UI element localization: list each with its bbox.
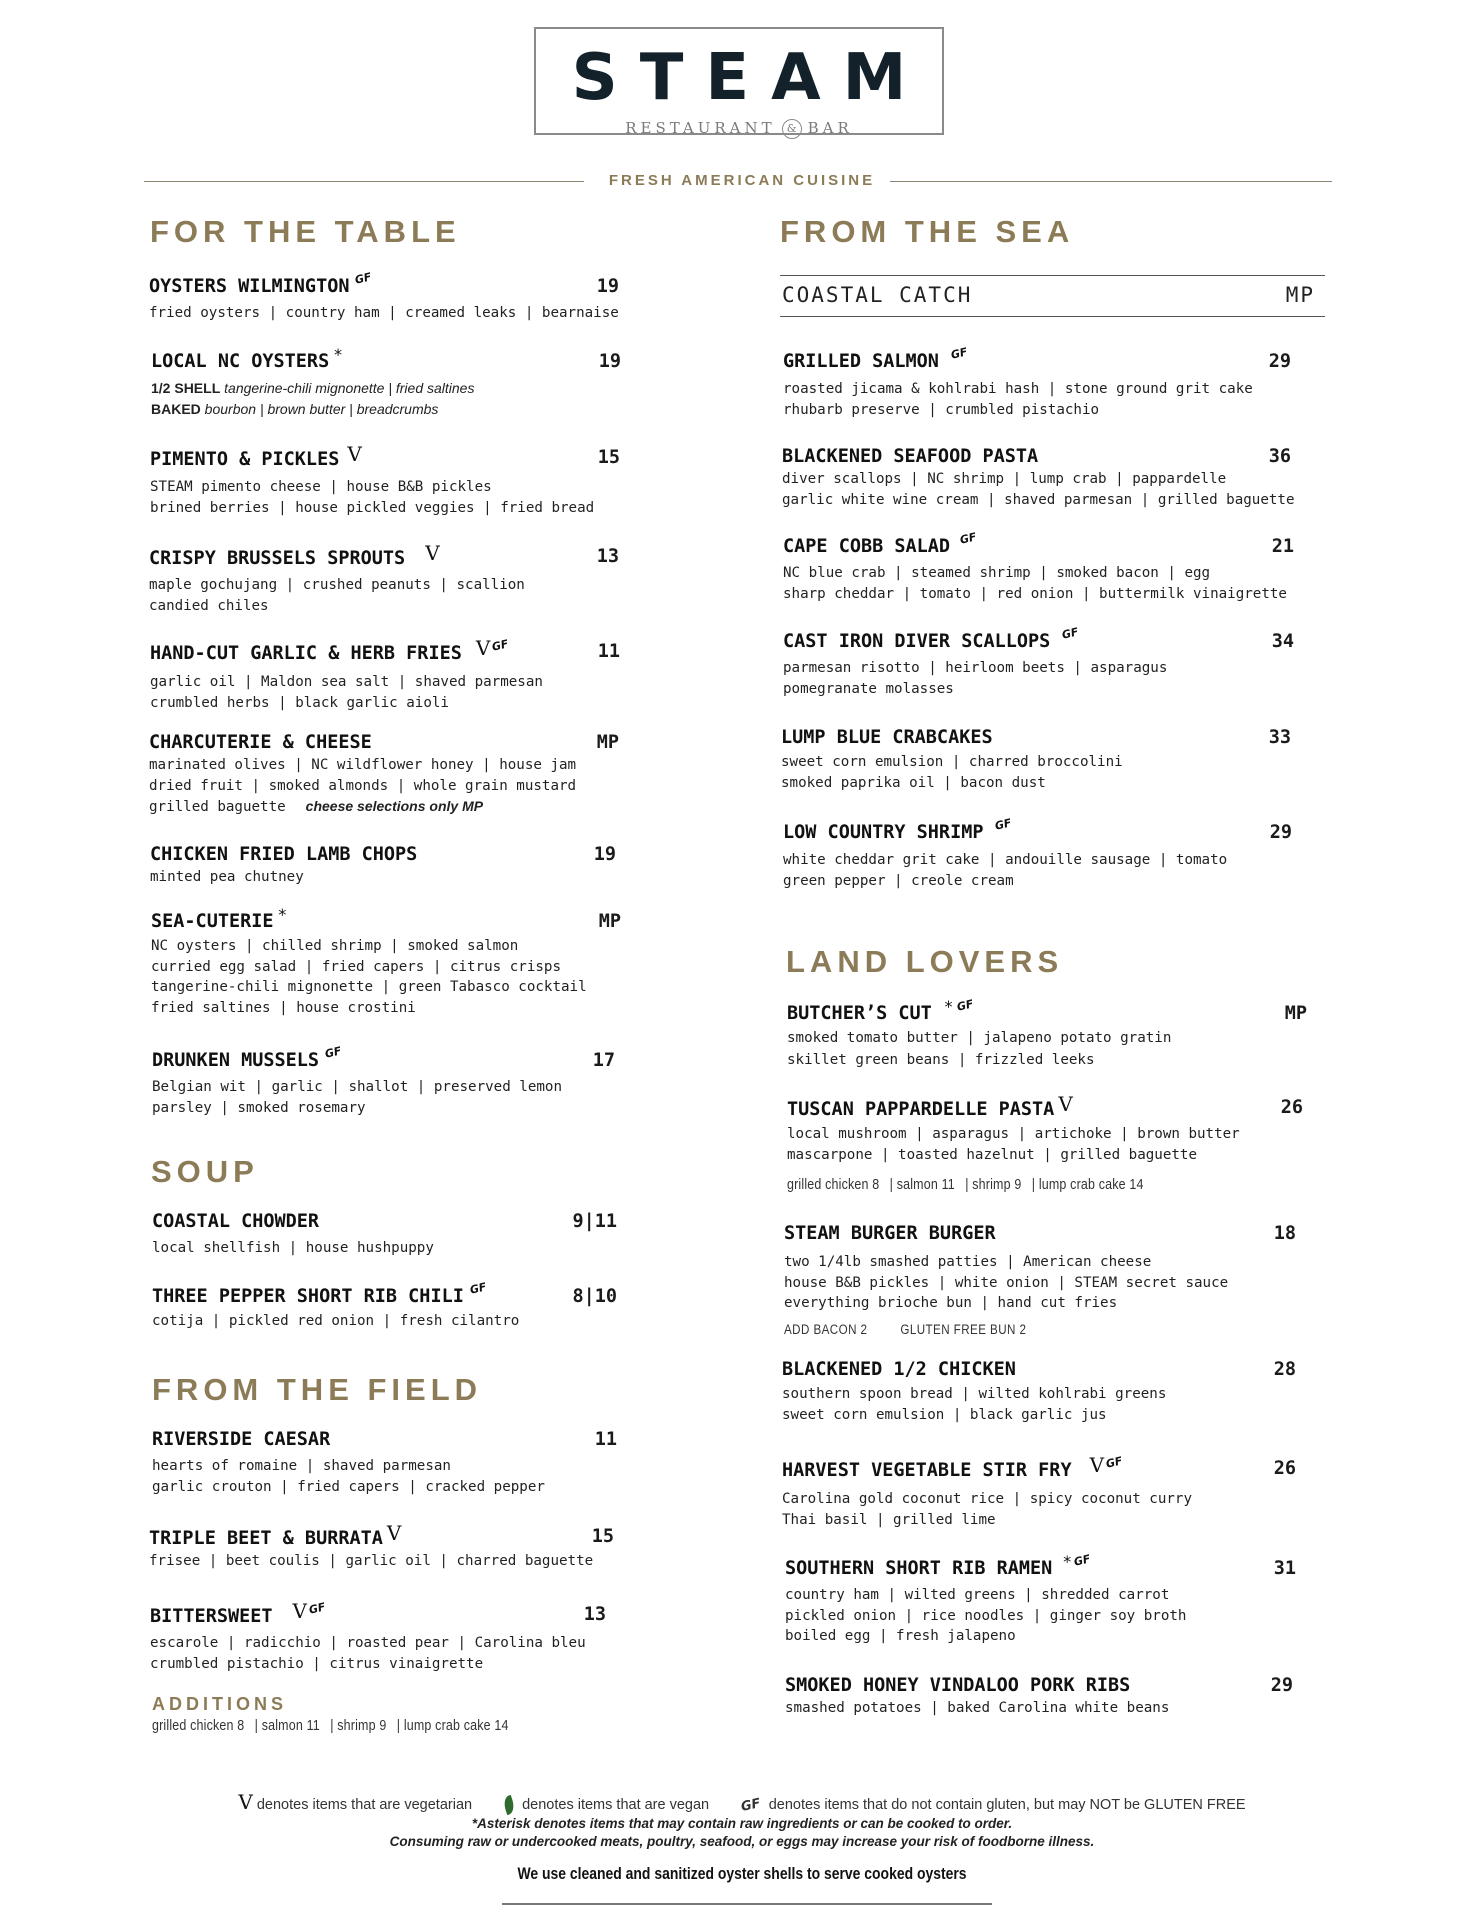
menu-item-charcuterie-cheese <box>149 731 619 818</box>
item-name: LOW COUNTRY SHRIMP <box>783 822 984 843</box>
item-name: HARVEST VEGETABLE STIR FRY <box>782 1460 1072 1481</box>
item-price: 17 <box>592 1050 615 1071</box>
item-description-line: maple gochujang | crushed peanuts | scallion <box>149 577 525 593</box>
gluten-free-icon: GF <box>323 1044 343 1061</box>
gluten-free-icon: GF <box>307 1600 327 1617</box>
item-price: 19 <box>593 844 616 865</box>
item-description-line: garlic white wine cream | shaved parmesan | grilled baguette <box>782 491 1295 508</box>
item-name: LOCAL NC OYSTERS <box>151 351 330 372</box>
item-description-line: parmesan risotto | heirloom beets | asparagus <box>783 660 1168 676</box>
item-description-line: two 1/4lb smashed patties | American cheese <box>784 1254 1152 1270</box>
vegetarian-icon: V <box>425 541 440 565</box>
item-description-line: brined berries | house pickled veggies | fried bread <box>150 499 595 516</box>
item-name: SEA-CUTERIE <box>151 911 274 932</box>
section-title-from-the-sea: FROM THE SEA <box>780 214 1075 249</box>
item-price: 28 <box>1273 1359 1296 1380</box>
item-description-baked: BAKED bourbon | brown butter | breadcrumbs <box>151 401 439 417</box>
item-description-line: diver scallops | NC shrimp | lump crab | pappardelle <box>782 471 1227 487</box>
menu-item-triple-beet-burrata <box>149 1521 619 1572</box>
item-description-line: parsley | smoked rosemary <box>152 1099 366 1116</box>
item-description-line: southern spoon bread | wilted kohlrabi greens <box>782 1386 1167 1402</box>
item-description: frisee | beet coulis | garlic oil | charred baguette <box>149 1553 594 1569</box>
item-description-line: curried egg salad | fried capers | citrus crisps <box>151 958 561 975</box>
menu-item-lump-blue-crabcakes <box>781 726 1311 793</box>
menu-item-crispy-brussels-sprouts <box>149 541 619 616</box>
menu-item-grilled-salmon <box>783 345 1313 420</box>
cheese-only-note: cheese selections only MP <box>305 798 484 814</box>
item-name: OYSTERS WILMINGTON <box>149 276 350 297</box>
menu-item-short-rib-ramen <box>785 1552 1315 1647</box>
item-price: 15 <box>591 1526 614 1547</box>
raw-asterisk-icon: * <box>943 997 954 1016</box>
item-description-line: grilled baguette cheese selections only MP <box>149 798 484 815</box>
item-description-line: tangerine-chili mignonette | green Tabasco cocktail <box>151 979 587 995</box>
item-description-line: Belgian wit | garlic | shallot | preserved lemon <box>152 1079 562 1095</box>
dietary-legend <box>0 1790 1484 1814</box>
item-description-line: escarole | radicchio | roasted pear | Carolina bleu <box>150 1635 586 1651</box>
brand-name: STEAM <box>571 41 929 115</box>
logo <box>534 27 944 135</box>
menu-item-cape-cobb-salad <box>783 530 1313 604</box>
item-name: CRISPY BRUSSELS SPROUTS <box>149 548 406 569</box>
item-price: 11 <box>597 641 620 662</box>
addon-gluten-free-bun: GLUTEN FREE BUN 2 <box>900 1321 1027 1337</box>
vegetarian-icon: V <box>386 1521 402 1545</box>
section-title-additions: ADDITIONS <box>152 1694 287 1714</box>
legend-gluten: GF denotes items that do not contain gluten, but may NOT be GLUTEN FREE <box>739 1796 1246 1815</box>
section-title-from-the-field: FROM THE FIELD <box>152 1372 483 1407</box>
item-description: fried oysters | country ham | creamed leaks | bearnaise <box>149 305 619 321</box>
asterisk-note: *Asterisk denotes items that may contain raw ingredients or can be cooked to order. <box>471 1816 1013 1831</box>
item-description-line: pickled onion | rice noodles | ginger soy broth <box>785 1607 1187 1624</box>
item-description-line: roasted jicama & kohlrabi hash | stone ground grit cake <box>783 381 1253 397</box>
raw-asterisk-icon: * <box>333 345 343 364</box>
gluten-free-icon: GF <box>1072 1552 1092 1569</box>
item-name: CHARCUTERIE & CHEESE <box>149 732 372 753</box>
gluten-free-icon: GF <box>955 997 976 1014</box>
vegetarian-icon: V <box>347 442 362 466</box>
item-description: local shellfish | house hushpuppy <box>152 1240 434 1256</box>
item-description-line: candied chiles <box>149 597 269 614</box>
vegetarian-icon: V <box>475 636 491 660</box>
menu-item-hand-cut-fries <box>150 636 620 713</box>
menu-item-low-country-shrimp <box>783 816 1313 891</box>
item-description-line: mascarpone | toasted hazelnut | grilled baguette <box>787 1146 1197 1163</box>
menu-item-short-rib-chili <box>152 1280 622 1332</box>
item-name: TUSCAN PAPPARDELLE PASTA <box>787 1099 1055 1120</box>
gluten-free-icon: GF <box>958 530 978 547</box>
raw-asterisk-icon: * <box>277 905 288 924</box>
item-description-line: garlic oil | Maldon sea salt | shaved parmesan <box>150 674 543 690</box>
menu-item-coastal-chowder <box>152 1210 622 1259</box>
menu-item-butchers-cut <box>787 997 1317 1070</box>
item-price: MP <box>1284 1003 1307 1024</box>
ampersand-icon: & <box>782 119 802 139</box>
item-name: RIVERSIDE CAESAR <box>152 1429 331 1450</box>
item-price: 19 <box>596 276 619 297</box>
gluten-free-icon: GF <box>739 1796 763 1815</box>
item-price: 15 <box>597 447 620 468</box>
addition-chicken: grilled chicken 8 <box>152 1718 245 1734</box>
menu-item-riverside-caesar <box>152 1428 622 1497</box>
additions-list: grilled chicken 8 | salmon 11 | shrimp 9 | lump crab cake 14 <box>152 1718 509 1734</box>
vegan-leaf-icon <box>501 1795 517 1815</box>
item-price: 8|10 <box>572 1286 617 1307</box>
item-description-line: pomegranate molasses <box>783 680 954 697</box>
item-name: BLACKENED 1/2 CHICKEN <box>782 1359 1016 1380</box>
addition-salmon: salmon 11 <box>261 1718 320 1734</box>
menu-item-blackened-seafood-pasta <box>782 445 1312 510</box>
gluten-free-icon: GF <box>490 637 511 654</box>
item-description-line: NC oysters | chilled shrimp | smoked salmon <box>151 938 519 954</box>
section-title-for-the-table: FOR THE TABLE <box>150 214 461 249</box>
vegetarian-icon: V <box>292 1599 307 1623</box>
gluten-free-icon: GF <box>1104 1454 1124 1471</box>
brand-sub-bar: BAR <box>807 119 853 137</box>
menu-item-diver-scallops <box>783 625 1313 699</box>
item-description-half-shell: 1/2 SHELL tangerine-chili mignonette | fried saltines <box>151 380 475 396</box>
item-description-line: dried fruit | smoked almonds | whole grain mustard <box>149 777 577 794</box>
menu-header <box>0 0 1484 200</box>
coastal-catch-box <box>780 275 1325 317</box>
menu-item-sea-cuterie <box>151 905 621 1018</box>
item-price: 21 <box>1271 536 1294 557</box>
item-name: HAND-CUT GARLIC & HERB FRIES <box>150 643 462 664</box>
item-price: 19 <box>598 351 621 372</box>
item-description-line: boiled egg | fresh jalapeno <box>785 1628 1016 1644</box>
vegetarian-icon: V <box>1058 1092 1073 1116</box>
addon-bacon: ADD BACON 2 <box>784 1321 868 1337</box>
section-title-land-lovers: LAND LOVERS <box>786 944 1064 979</box>
vegetarian-icon: V <box>238 1790 253 1814</box>
tagline: FRESH AMERICAN CUISINE <box>608 172 876 189</box>
item-name: PIMENTO & PICKLES <box>150 449 340 470</box>
item-name: LUMP BLUE CRABCAKES <box>781 727 993 748</box>
menu-item-pork-ribs <box>785 1674 1315 1719</box>
addition-shrimp: shrimp 9 <box>337 1718 387 1734</box>
item-name: BITTERSWEET <box>150 1606 273 1627</box>
item-description-line: house B&B pickles | white onion | STEAM secret sauce <box>784 1274 1229 1291</box>
item-price: 26 <box>1280 1097 1303 1118</box>
item-description-line: skillet green beans | frizzled leeks <box>787 1051 1095 1068</box>
item-description-line: hearts of romaine | shaved parmesan <box>152 1458 451 1474</box>
item-price: MP <box>596 732 619 753</box>
item-description-line: white cheddar grit cake | andouille sausage | tomato <box>783 852 1228 868</box>
tagline-row <box>0 172 1484 192</box>
item-price: 29 <box>1269 822 1292 843</box>
menu-item-pimento-pickles <box>150 442 620 518</box>
tuscan-additions: grilled chicken 8 | salmon 11 | shrimp 9 | lump crab cake 14 <box>787 1177 1144 1193</box>
item-description-line: Thai basil | grilled lime <box>782 1511 996 1528</box>
item-description-line: STEAM pimento cheese | house B&B pickles <box>150 479 492 495</box>
burger-addons <box>784 1320 1240 1340</box>
gluten-free-icon: GF <box>949 345 969 362</box>
gluten-free-icon: GF <box>1060 625 1081 642</box>
item-price: MP <box>598 911 621 932</box>
item-name: SOUTHERN SHORT RIB RAMEN <box>785 1558 1053 1579</box>
legend-vegan: denotes items that are vegan <box>504 1797 709 1813</box>
coastal-catch-price: MP <box>1285 283 1315 307</box>
menu-item-tuscan-pappardelle <box>787 1092 1317 1195</box>
item-name: COASTAL CHOWDER <box>152 1211 320 1232</box>
item-description-line: sweet corn emulsion | black garlic jus <box>782 1406 1107 1423</box>
item-price: 13 <box>583 1604 606 1625</box>
item-description-line: local mushroom | asparagus | artichoke | brown butter <box>787 1126 1240 1142</box>
item-name: CAST IRON DIVER SCALLOPS <box>783 631 1051 652</box>
menu-item-steam-burger <box>784 1222 1314 1340</box>
item-price: 34 <box>1271 631 1294 652</box>
gluten-free-icon: GF <box>994 816 1014 833</box>
oyster-shell-note: We use cleaned and sanitized oyster shells to serve cooked oysters <box>517 1864 967 1883</box>
item-description-line: marinated olives | NC wildflower honey | house jam <box>149 757 577 773</box>
footer-divider <box>502 1903 992 1905</box>
menu-item-blackened-chicken <box>782 1358 1312 1425</box>
item-name: SMOKED HONEY VINDALOO PORK RIBS <box>785 1675 1131 1696</box>
section-title-soup: SOUP <box>151 1154 259 1189</box>
item-description-line: garlic crouton | fried capers | cracked pepper <box>152 1478 545 1495</box>
brand-subtitle <box>536 119 942 139</box>
item-description-line: sharp cheddar | tomato | red onion | buttermilk vinaigrette <box>783 585 1287 602</box>
item-description-line: smoked paprika oil | bacon dust <box>781 774 1046 791</box>
item-price: 33 <box>1268 727 1291 748</box>
gluten-free-icon: GF <box>468 1280 488 1297</box>
raw-asterisk-icon: * <box>1062 1552 1072 1571</box>
menu-item-bittersweet <box>150 1599 620 1674</box>
menu-item-drunken-mussels <box>152 1044 622 1118</box>
coastal-catch-name: COASTAL CATCH <box>782 283 973 307</box>
item-description-line: everything brioche bun | hand cut fries <box>784 1295 1118 1311</box>
item-price: 13 <box>596 546 619 567</box>
addition-crab-cake: lump crab cake 14 <box>403 1718 509 1734</box>
vegetarian-icon: V <box>1089 1453 1105 1477</box>
item-description: smashed potatoes | baked Carolina white beans <box>785 1700 1170 1716</box>
gluten-free-icon: GF <box>354 270 374 287</box>
item-price: 26 <box>1273 1458 1296 1479</box>
item-price: 31 <box>1273 1558 1296 1579</box>
item-description-line: green pepper | creole cream <box>783 872 1014 889</box>
menu-item-oysters-wilmington <box>149 270 619 324</box>
item-description-line: rhubarb preserve | crumbled pistachio <box>783 401 1100 418</box>
item-description-line: crumbled herbs | black garlic aioli <box>150 694 449 711</box>
item-name: CAPE COBB SALAD <box>783 536 951 557</box>
raw-food-warning: Consuming raw or undercooked meats, poultry, seafood, or eggs may increase your risk of foodborne illness. <box>389 1834 1095 1849</box>
item-price: 36 <box>1268 446 1291 467</box>
item-name: THREE PEPPER SHORT RIB CHILI <box>152 1286 464 1307</box>
item-price: 11 <box>594 1429 617 1450</box>
menu-item-lamb-chops <box>150 843 620 888</box>
item-description: minted pea chutney <box>150 869 304 885</box>
item-name: BUTCHER’S CUT <box>787 1003 932 1024</box>
item-description-line: smoked tomato butter | jalapeno potato gratin <box>787 1030 1172 1046</box>
item-name: GRILLED SALMON <box>783 351 939 372</box>
item-description-line: country ham | wilted greens | shredded carrot <box>785 1587 1170 1603</box>
item-description-line: crumbled pistachio | citrus vinaigrette <box>150 1655 484 1672</box>
item-description-line: Carolina gold coconut rice | spicy coconut curry <box>782 1491 1192 1507</box>
menu-item-local-nc-oysters <box>151 345 621 420</box>
item-name: DRUNKEN MUSSELS <box>152 1050 320 1071</box>
item-name: CHICKEN FRIED LAMB CHOPS <box>150 844 418 865</box>
item-name: TRIPLE BEET & BURRATA <box>149 1528 383 1549</box>
item-description: cotija | pickled red onion | fresh cilantro <box>152 1313 520 1329</box>
brand-sub-restaurant: RESTAURANT <box>625 119 776 137</box>
menu-item-harvest-stir-fry <box>782 1453 1312 1530</box>
item-description-line: fried saltines | house crostini <box>151 999 416 1016</box>
item-description-line: sweet corn emulsion | charred broccolini <box>781 754 1123 770</box>
item-description-line: NC blue crab | steamed shrimp | smoked bacon | egg <box>783 565 1211 581</box>
item-price: 29 <box>1268 351 1291 372</box>
item-name: BLACKENED SEAFOOD PASTA <box>782 446 1039 467</box>
legend-vegetarian: V denotes items that are vegetarian <box>238 1790 473 1814</box>
item-name: STEAM BURGER BURGER <box>784 1223 996 1244</box>
item-price: 9|11 <box>572 1211 617 1232</box>
item-price: 18 <box>1273 1223 1296 1244</box>
item-price: 29 <box>1270 1675 1293 1696</box>
